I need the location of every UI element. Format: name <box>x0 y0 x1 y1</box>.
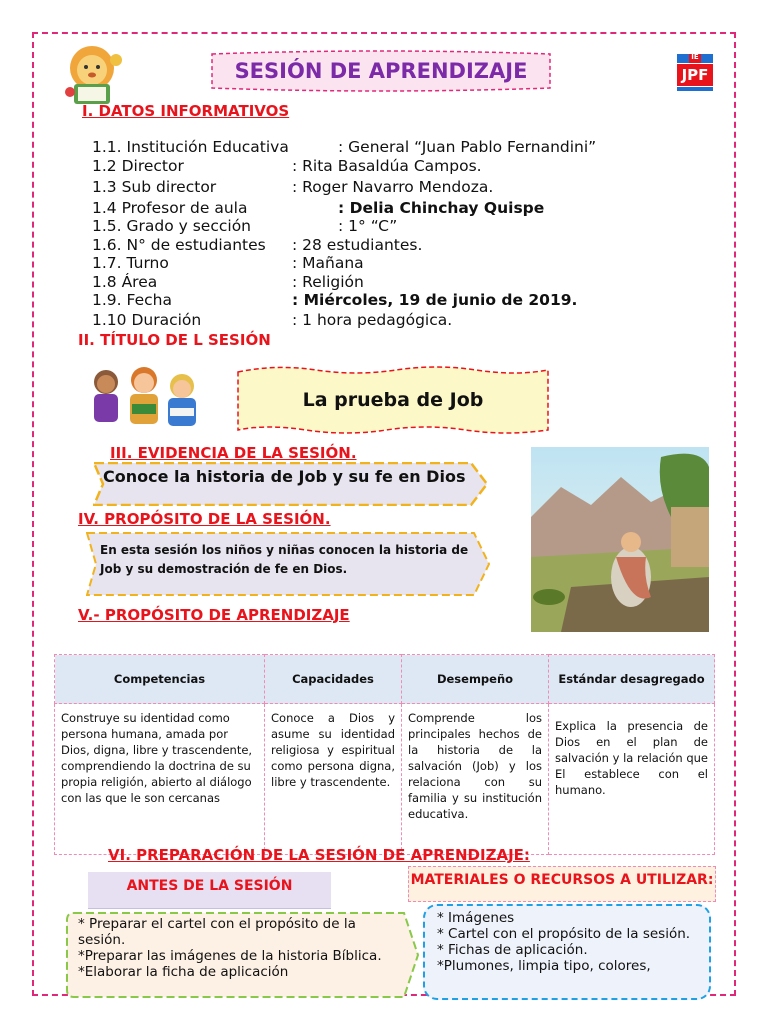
cell-desempeno: Comprende los principales hechos de la historia de la salvación (Job) y los relaciona con su familia y su institución educativa. <box>402 704 549 855</box>
page-title: SESIÓN DE APRENDIZAJE <box>234 59 528 83</box>
header-desempeno: Desempeño <box>402 655 549 704</box>
school-logo <box>675 52 715 94</box>
evidence-text: Conoce la historia de Job y su fe en Dios <box>103 467 466 486</box>
session-title: La prueba de Job <box>302 389 484 411</box>
cell-estandar: Explica la presencia de Dios en el plan de salvación y la relación que El establece con el humano. <box>549 704 715 855</box>
materiales-list <box>437 910 705 974</box>
antes-header <box>88 872 331 908</box>
list-item: * Imágenes <box>437 910 515 926</box>
list-item: *Preparar las imágenes de la historia Bíblica. <box>78 948 382 964</box>
logo-top-text: IE <box>691 53 699 61</box>
cell-capacidades: Conoce a Dios y asume su identidad religiosa y espiritual como persona digna, libre y trascendente. <box>265 704 402 855</box>
materiales-title: MATERIALES O RECURSOS A UTILIZAR: <box>410 872 714 888</box>
section-evidencia: III. EVIDENCIA DE LA SESIÓN. <box>110 444 357 462</box>
table-header-row <box>55 655 715 704</box>
section-preparacion: VI. PREPARACIÓN DE LA SESIÓN DE APRENDIZAJE: <box>108 846 530 864</box>
cell-competencias: Construye su identidad como persona humana, amada por Dios, digna, libre y trascendente, comprendiendo la doctrina de su propia religión, abierto al diálogo con las que le son cercanas <box>55 704 265 855</box>
table-row <box>55 704 715 855</box>
logo-text: JPF <box>681 66 709 84</box>
list-item: * Cartel con el propósito de la sesión. <box>437 926 691 942</box>
list-item: *Elaborar la ficha de aplicación <box>78 964 289 980</box>
section-proposito-sesion: IV. PROPÓSITO DE LA SESIÓN. <box>78 510 331 528</box>
list-item: *Plumones, limpia tipo, colores, <box>437 958 651 974</box>
session-title-box <box>236 364 550 436</box>
section-titulo: II. TÍTULO DE L SESIÓN <box>78 331 271 349</box>
antes-list <box>78 916 398 980</box>
purpose-text: En esta sesión los niños y niñas conocen la historia de Job y su demostración de fe en Dios. <box>100 543 469 576</box>
children-reading-illustration <box>84 364 208 434</box>
materiales-box <box>423 904 711 1000</box>
header-competencias: Competencias <box>55 655 265 704</box>
header-capacidades: Capacidades <box>265 655 402 704</box>
list-item: * Fichas de aplicación. <box>437 942 588 958</box>
antes-title: ANTES DE LA SESIÓN <box>126 878 293 894</box>
lion-mascot-illustration <box>58 40 126 108</box>
antes-box <box>66 912 420 998</box>
materiales-header <box>408 866 716 902</box>
section-datos-informativos: I. DATOS INFORMATIVOS <box>82 102 290 120</box>
competencies-table <box>54 654 715 855</box>
evidence-box <box>93 462 488 506</box>
title-banner <box>206 50 556 92</box>
header-estandar: Estándar desagregado <box>549 655 715 704</box>
section-proposito-aprendizaje: V.- PROPÓSITO DE APRENDIZAJE <box>78 606 350 624</box>
list-item: * Preparar el cartel con el propósito de la sesión. <box>78 916 356 948</box>
job-story-picture <box>531 447 709 632</box>
purpose-box <box>86 532 490 596</box>
